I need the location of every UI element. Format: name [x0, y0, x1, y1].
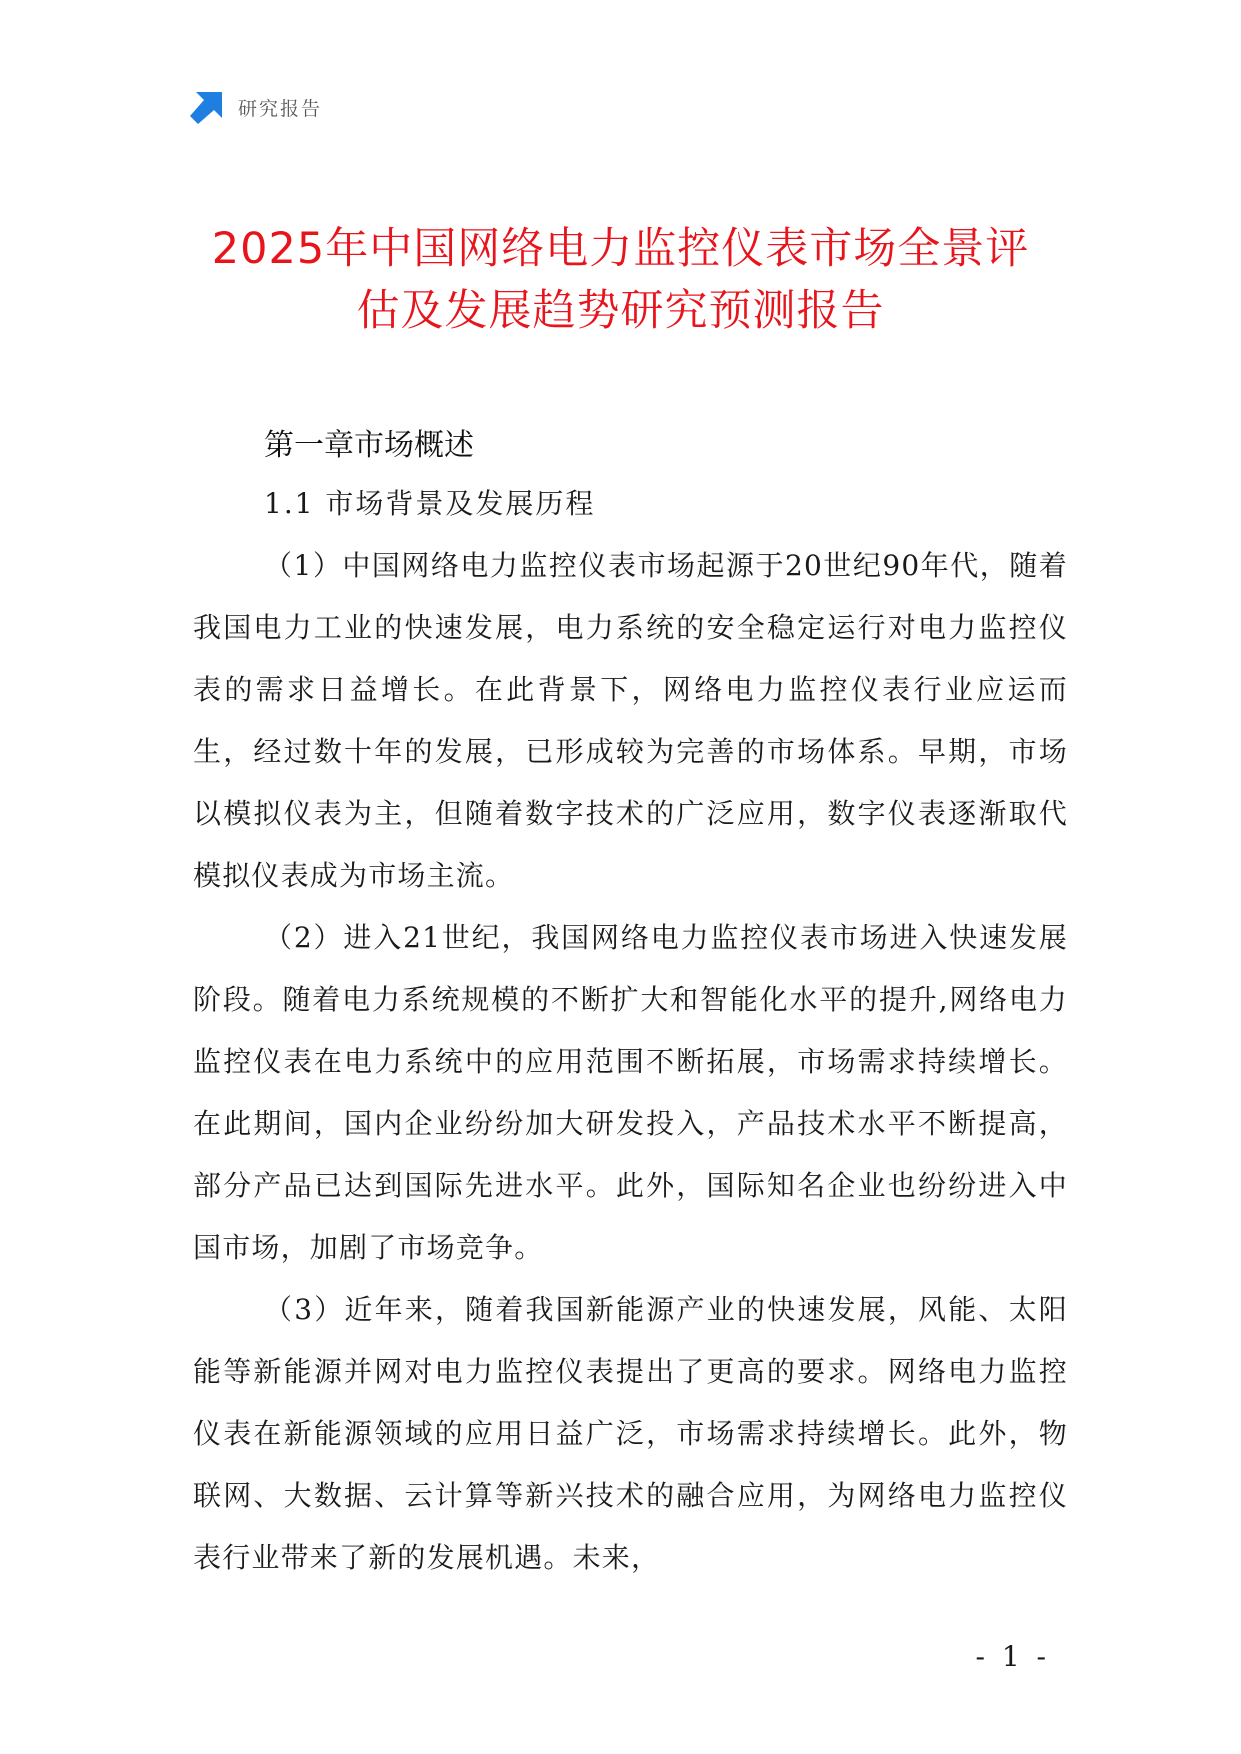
- page-number: - 1 -: [975, 1640, 1050, 1673]
- chapter-heading: 第一章市场概述: [264, 428, 474, 463]
- body-text: [193, 535, 1068, 1589]
- header-label: 研究报告: [238, 97, 323, 120]
- report-title: [140, 218, 1101, 342]
- paragraph-2: （2）进入21世纪，我国网络电力监控仪表市场进入快速发展阶段。随着电力系统规模的不断扩大和智能化水平的提升,网络电力监控仪表在电力系统中的应用范围不断拓展，市场需求持续增长。在此期间，国内企业纷纷加大研发投入，产品技术水平不断提高，部分产品已达到国际先进水平。此外，国际知名企业也纷纷进入中国市场，加剧了市场竞争。: [193, 921, 1068, 1264]
- title-line-1: 2025年中国网络电力监控仪表市场全景评: [211, 224, 1030, 274]
- paragraph-1: （1）中国网络电力监控仪表市场起源于20世纪90年代，随着我国电力工业的快速发展，电力系统的安全稳定运行对电力监控仪表的需求日益增长。在此背景下，网络电力监控仪表行业应运而生，经过数十年的发展，已形成较为完善的市场体系。早期，市场以模拟仪表为主，但随着数字技术的广泛应用，数字仪表逐渐取代模拟仪表成为市场主流。: [193, 549, 1068, 892]
- report-header: [190, 90, 322, 124]
- section-heading: 1.1 市场背景及发展历程: [264, 487, 596, 520]
- title-line-2: 估及发展趋势研究预测报告: [356, 286, 885, 336]
- arrow-up-right-icon: [190, 90, 224, 124]
- paragraph-3: （3）近年来，随着我国新能源产业的快速发展，风能、太阳能等新能源并网对电力监控仪表提出了更高的要求。网络电力监控仪表在新能源领域的应用日益广泛，市场需求持续增长。此外，物联网、大数据、云计算等新兴技术的融合应用，为网络电力监控仪表行业带来了新的发展机遇。未来，: [193, 1293, 1068, 1574]
